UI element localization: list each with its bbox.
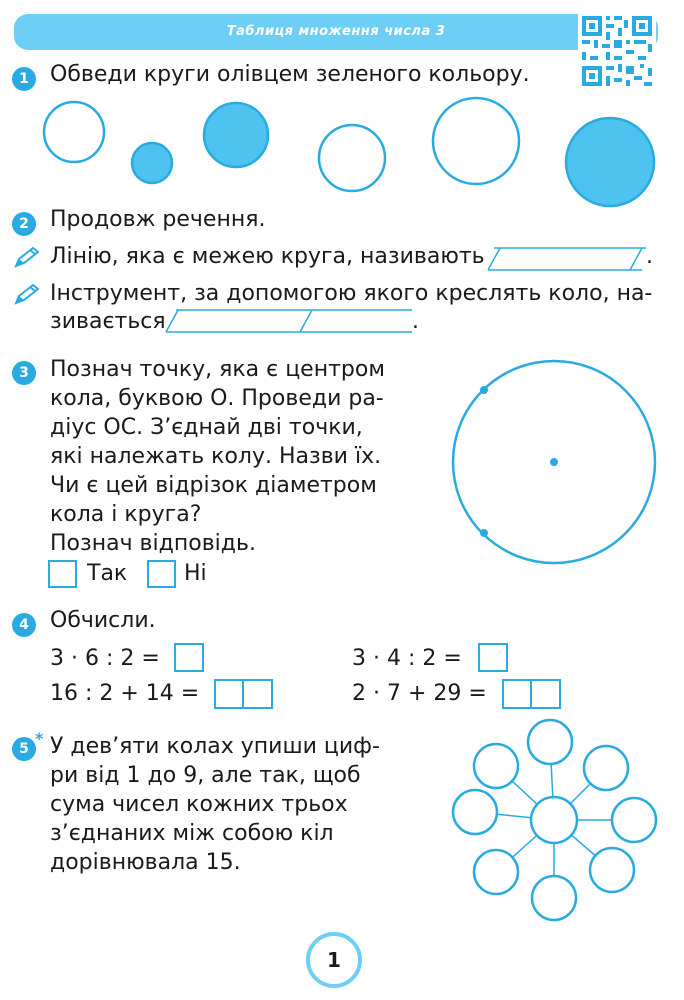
task-3-line: які належать колу. Назви їх. [50,444,382,469]
task-2-line-1: Лінію, яка є межею круга, називають [50,244,485,269]
task-number-2: 2 [12,212,36,236]
point-on-circle [480,386,488,394]
circle-filled [204,103,268,167]
circle-outline [319,125,385,191]
task-5-text [50,732,380,877]
checkbox-yes[interactable] [48,560,77,588]
puzzle-circle[interactable] [584,746,628,790]
page-title: Таблиця множення числа 3 [226,24,446,39]
answer-box-ones[interactable] [242,679,273,709]
expression-1: 3 · 6 : 2 = [50,646,160,671]
star-mark: * [35,729,44,748]
answer-box-ones[interactable] [530,679,561,709]
task-number-4: 4 [12,613,36,637]
circle-diagram [440,350,670,580]
option-no-label: Ні [184,561,207,586]
task-2-text: Продовж речення. [50,207,266,232]
puzzle-circle[interactable] [528,720,572,764]
option-yes-label: Так [87,561,128,586]
expression-2: 3 · 4 : 2 = [352,646,462,671]
circle-puzzle [440,712,670,922]
answer-box[interactable] [478,643,508,672]
answer-field-2[interactable] [164,308,414,336]
task-3-line: кола і круга? [50,502,202,527]
task-5-line: сума чисел кожних трьох [50,792,348,817]
puzzle-circle[interactable] [453,790,497,834]
point-on-circle [480,529,488,537]
puzzle-circle[interactable] [590,848,634,892]
task-2-line-2: Інструмент, за допомогою якого креслять коло, на- [50,281,653,306]
task-3-line: Познач точку, яка є центром [50,357,385,382]
circle-outline [44,102,104,162]
task-5-line: з’єднаних між собою кіл [50,821,334,846]
answer-box-tens[interactable] [502,679,532,709]
task-5-line: ри від 1 до 9, але так, щоб [50,763,361,788]
task-2-line-3: зивається [50,309,166,334]
answer-box-tens[interactable] [214,679,244,709]
answer-field-1[interactable] [486,246,648,274]
checkbox-no[interactable] [147,560,176,588]
pencil-icon [14,283,40,305]
center-point [550,458,558,466]
circle-outline [433,98,519,184]
task-3-line: кола, буквою О. Проведи ра- [50,386,384,411]
puzzle-circle[interactable] [612,798,656,842]
end-dot-1: . [646,244,653,269]
task-3-line: Чи є цей відрізок діаметром [50,473,377,498]
task-1-text: Обведи круги олівцем зеленого кольору. [50,62,530,87]
circle-filled [566,118,654,206]
page-number: 1 [306,932,362,988]
task-3-line: Познач відповідь. [50,531,256,556]
task-number-1: 1 [12,67,36,91]
task-3-line: діус ОС. З’єднай дві точки, [50,415,363,440]
expression-4: 2 · 7 + 29 = [352,681,487,706]
task-5-line: У дев’яти колах упиши циф- [50,734,380,759]
task-1-circles [0,95,684,215]
task-number-3: 3 [12,361,36,385]
pencil-icon [14,246,40,268]
puzzle-circle[interactable] [474,744,518,788]
expression-3: 16 : 2 + 14 = [50,681,200,706]
task-4-text: Обчисли. [50,608,156,633]
puzzle-circle[interactable] [474,850,518,894]
puzzle-circle[interactable] [532,876,576,920]
task-3-text [50,355,410,558]
qr-code-icon[interactable] [578,12,656,90]
end-dot-2: . [412,309,419,334]
task-5-line: дорівнювала 15. [50,850,241,875]
circle-filled [132,143,172,183]
answer-box[interactable] [174,643,204,672]
task-number-5: 5 [12,737,36,761]
puzzle-circle-center[interactable] [531,797,577,843]
